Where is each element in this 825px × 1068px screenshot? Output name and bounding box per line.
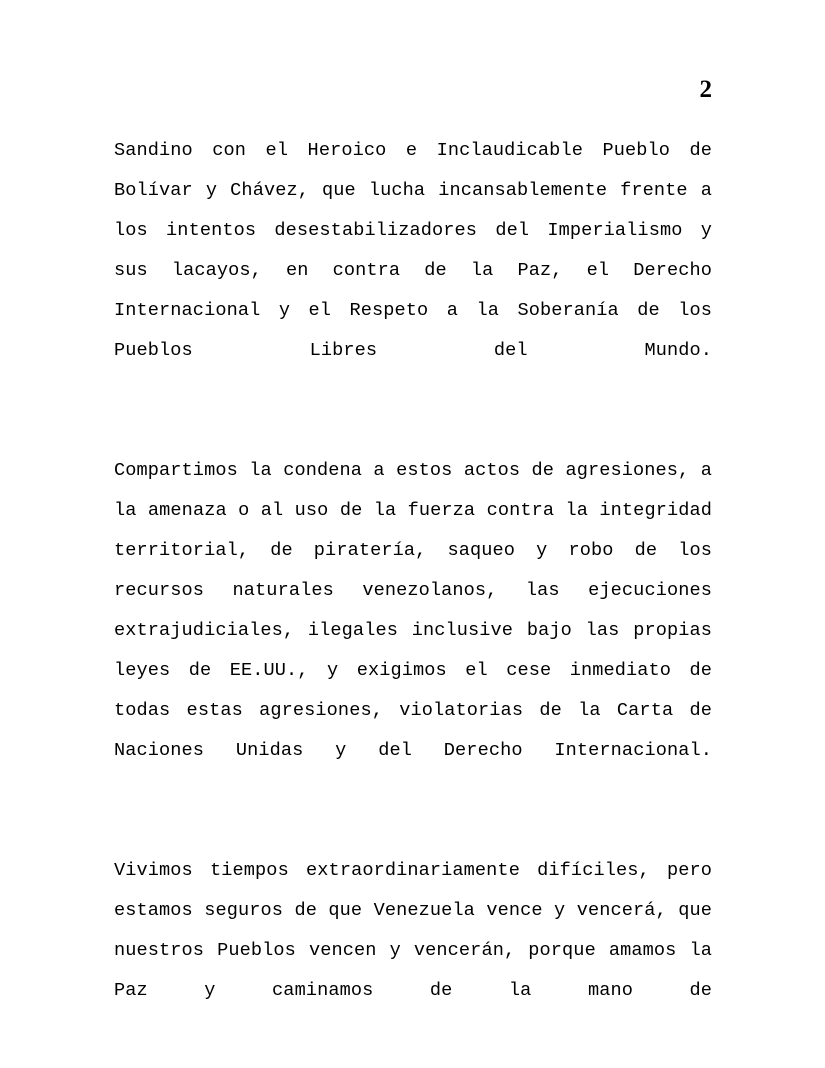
page-number: 2 [699, 76, 712, 103]
paragraph: Sandino con el Heroico e Inclaudicable Pueblo de Bolívar y Chávez, que lucha incansablemente frente a los intentos desestabilizadores del Imperialismo y sus lacayos, en contra de la Paz, el Derecho Internacional y el Respeto a la Soberanía de los Pueblos Libres del Mundo. [114, 140, 712, 361]
paragraph: Vivimos tiempos extraordinariamente difíciles, pero estamos seguros de que Venezuela vence y vencerá, que nuestros Pueblos vencen y vencerán, porque amamos la Paz y caminamos de la mano de [114, 860, 712, 1001]
paragraph: Compartimos la condena a estos actos de agresiones, a la amenaza o al uso de la fuerza contra la integridad territorial, de piratería, saqueo y robo de los recursos naturales venezolanos, las ejecuciones extrajudiciales, ilegales inclusive bajo las propias leyes de EE.UU., y exigimos el cese inmediato de todas estas agresiones, violatorias de la Carta de Naciones Unidas y del Derecho Internacional. [114, 460, 712, 761]
document-body [114, 131, 712, 1051]
